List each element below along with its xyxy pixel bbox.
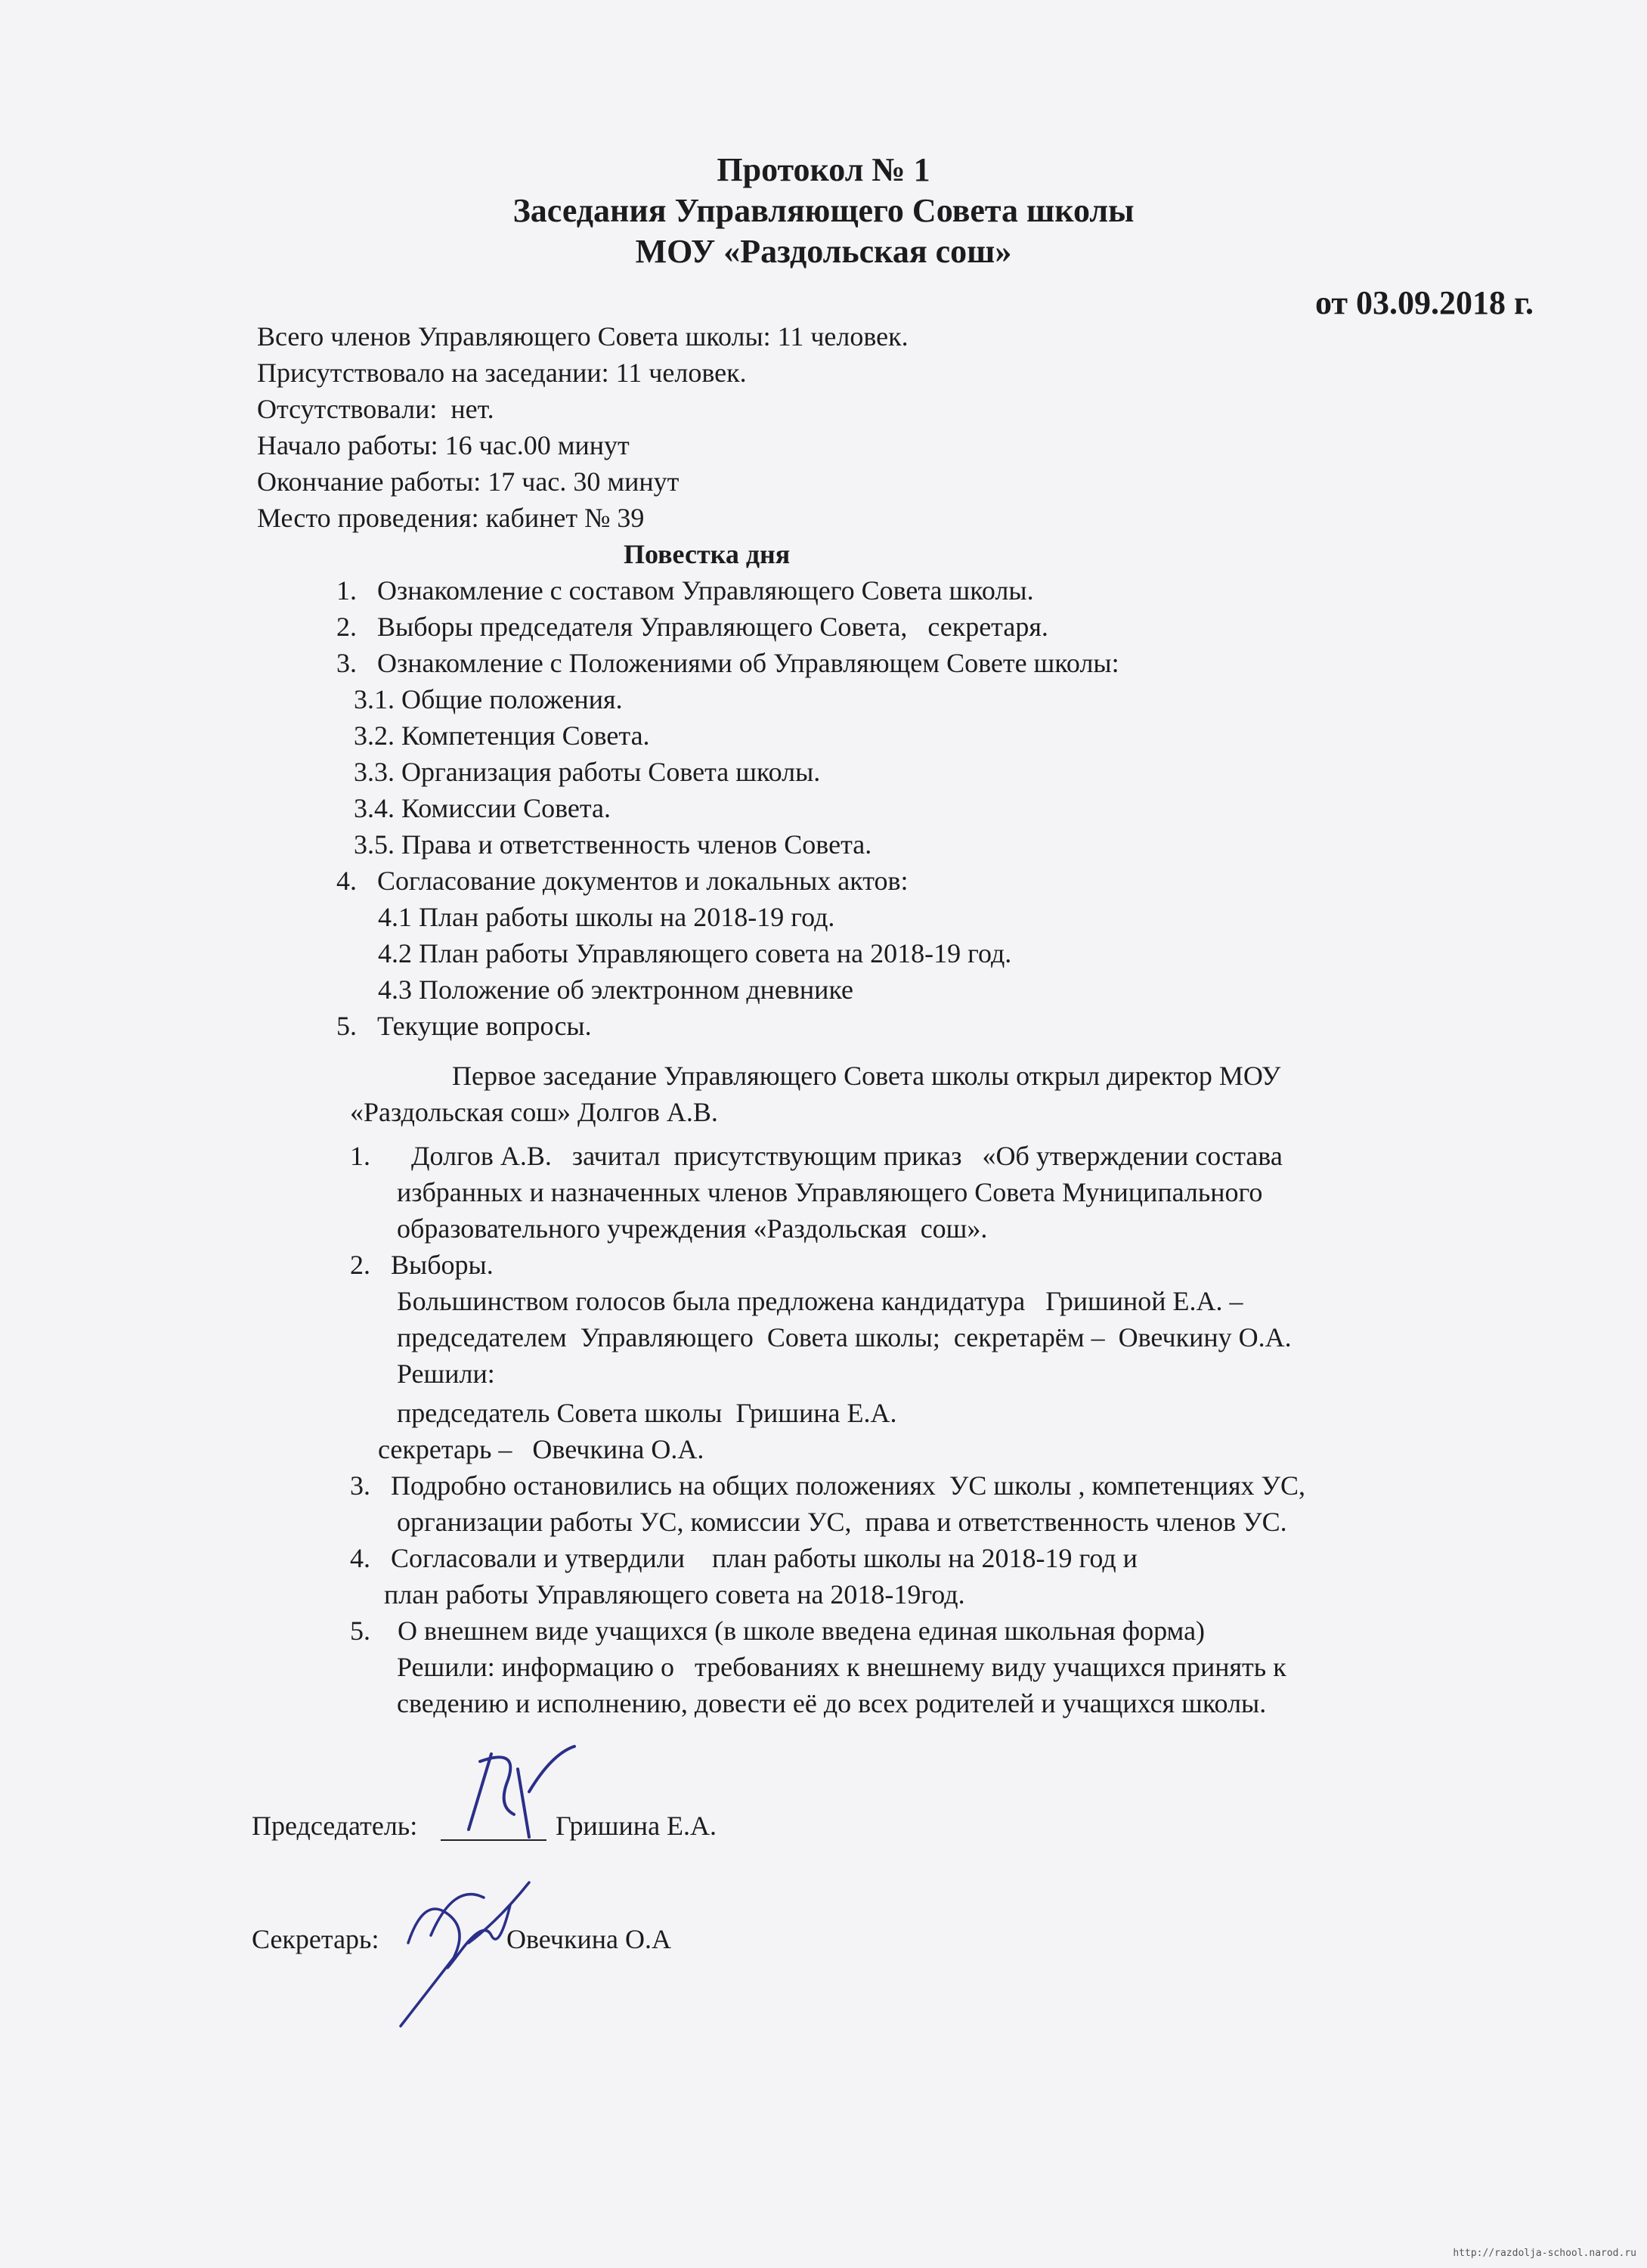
body-line: Большинством голосов была предложена кандидатура Гришиной Е.А. –	[397, 1286, 1243, 1316]
body-line: 4. Согласовали и утвердили план работы школы на 2018-19 год и	[350, 1543, 1138, 1573]
body-line: избранных и назначенных членов Управляющего Совета Муниципального	[397, 1177, 1263, 1207]
secretary-name: Овечкина О.А	[506, 1924, 671, 1954]
body-line: 2. Выборы.	[350, 1250, 494, 1280]
document-date: от 03.09.2018 г.	[1314, 284, 1534, 321]
body-line: 3. Подробно остановились на общих положениях УС школы , компетенциях УС,	[350, 1470, 1306, 1501]
agenda-subitem: 3.2. Компетенция Совета.	[354, 720, 650, 751]
agenda-item: 2. Выборы председателя Управляющего Совета, секретаря.	[336, 612, 1048, 642]
chair-label: Председатель:	[252, 1811, 418, 1841]
agenda-item: 3. Ознакомление с Положениями об Управляющем Совете школы:	[336, 648, 1119, 678]
info-line: Присутствовало на заседании: 11 человек.	[257, 358, 747, 388]
agenda-subitem: 3.5. Права и ответственность членов Совета.	[354, 829, 872, 860]
body-line: образовательного учреждения «Раздольская сош».	[397, 1213, 988, 1244]
body-line: организации работы УС, комиссии УС, права и ответственность членов УС.	[397, 1507, 1287, 1537]
secretary-signature	[378, 1852, 544, 2034]
agenda-subitem: 4.2 План работы Управляющего совета на 2018-19 год.	[378, 938, 1012, 968]
info-line: Место проведения: кабинет № 39	[257, 503, 645, 533]
body-line: 5. О внешнем виде учащихся (в школе введена единая школьная форма)	[350, 1616, 1206, 1646]
agenda-subitem: 4.1 План работы школы на 2018-19 год.	[378, 902, 835, 932]
agenda-item: 5. Текущие вопросы.	[336, 1011, 592, 1041]
agenda-heading: Повестка дня	[624, 539, 791, 569]
chair-signature	[438, 1739, 590, 1852]
chair-name: Гришина Е.А.	[556, 1811, 717, 1841]
agenda-item: 1. Ознакомление с составом Управляющего Совета школы.	[336, 575, 1034, 606]
agenda-subitem: 3.4. Комиссии Совета.	[354, 793, 611, 823]
body-line: «Раздольская сош» Долгов А.В.	[350, 1097, 718, 1127]
body-line: председателем Управляющего Совета школы; секретарём – Овечкину О.А.	[397, 1322, 1292, 1352]
body-line: секретарь – Овечкина О.А.	[378, 1434, 704, 1464]
body-line: Решили: информацию о требованиях к внешнему виду учащихся принять к	[397, 1652, 1286, 1682]
info-line: Начало работы: 16 час.00 минут	[257, 430, 630, 460]
secretary-label: Секретарь:	[252, 1924, 379, 1954]
body-line: Решили:	[397, 1359, 495, 1389]
info-line: Всего членов Управляющего Совета школы: 11 человек.	[257, 321, 909, 352]
agenda-subitem: 3.3. Организация работы Совета школы.	[354, 757, 821, 787]
site-watermark: http://razdolja-school.narod.ru	[1453, 2248, 1636, 2259]
document-title: Протокол № 1	[717, 151, 930, 188]
school-name: МОУ «Раздольская сош»	[635, 233, 1012, 270]
document-subtitle: Заседания Управляющего Совета школы	[512, 192, 1135, 229]
body-line: план работы Управляющего совета на 2018-19год.	[384, 1579, 965, 1610]
info-line: Окончание работы: 17 час. 30 минут	[257, 466, 680, 497]
info-line: Отсутствовали: нет.	[257, 394, 494, 424]
body-line: сведению и исполнению, довести её до всех родителей и учащихся школы.	[397, 1688, 1267, 1718]
agenda-subitem: 4.3 Положение об электронном дневнике	[378, 974, 854, 1005]
body-line: председатель Совета школы Гришина Е.А.	[397, 1398, 897, 1428]
agenda-item: 4. Согласование документов и локальных актов:	[336, 866, 909, 896]
agenda-subitem: 3.1. Общие положения.	[354, 684, 623, 714]
body-line: 1. Долгов А.В. зачитал присутствующим приказ «Об утверждении состава	[350, 1141, 1283, 1171]
body-line: Первое заседание Управляющего Совета школы открыл директор МОУ	[452, 1061, 1281, 1091]
